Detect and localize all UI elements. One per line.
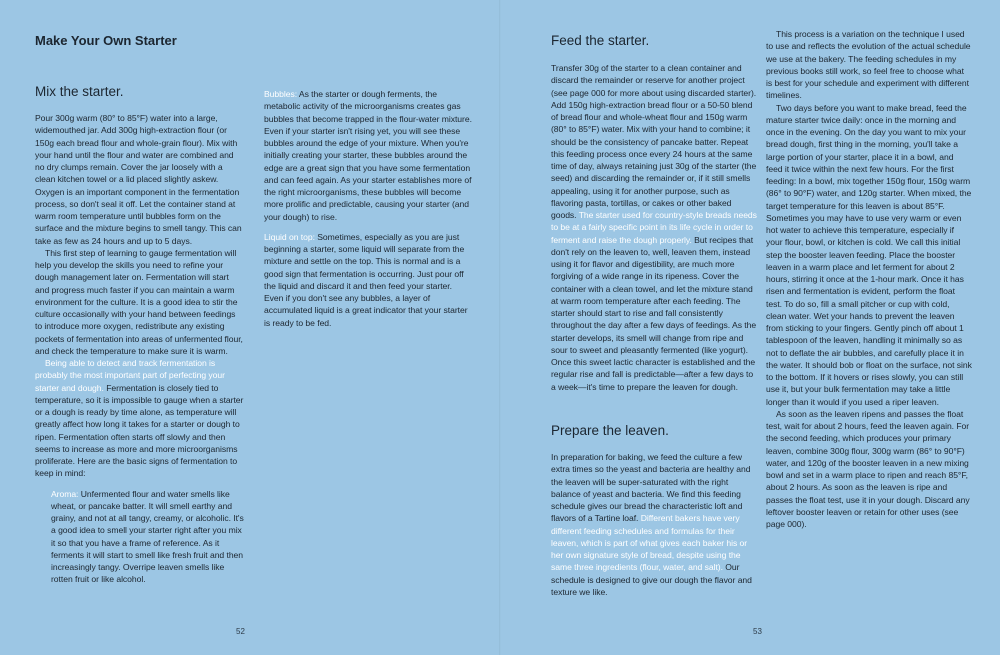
book-gutter	[499, 0, 501, 655]
right-column-1	[551, 62, 759, 393]
mix-paragraph-1: Pour 300g warm (80° to 85°F) water into a large, widemouthed jar. Add 300g high-extraction flour (or 150g each bread flour and whole-grain flour). Mix with your hand until the flour and water are combined and no dry clumps remain. Cover the jar loosely with a clean kitchen towel or a lid placed slightly askew. Oxygen is an important component in the fermentation process, so don't seal it off. Let the container stand at warm room temperature until bubbles form on the surface and the mixture begins to smell tangy. This can take as few as 24 hours and up to 5 days.	[35, 113, 242, 246]
highlight-feeding-schedules: Different bakers have very different feeding schedules and formulas for their leaven, which is part of what gives each baker his or her own signature style of bread, despite using the same three ingredients (flour, water, and salt).	[551, 513, 748, 573]
process-paragraph: This process is a variation on the technique I used to use and reflects the evolution of the actual schedule we use at the bakery. The feeding schedules in my previous books still work, so feel free to choose what is best for your schedule and experiment with different timelines.	[766, 29, 971, 101]
highlight-fermentation: Being able to detect and track fermentation is probably the most important part of perfecting your starter and dough.	[35, 358, 225, 393]
mix-paragraph-3: Being able to detect and track fermentation is probably the most important part of perfecting your starter and dough. Fermentation is closely tied to temperature, so it is impossible to gauge when a starter or a dough is ready by time alone, as temperature will greatly affect how long it takes for a starter or dough to ripen. Fermentation often starts off slowly and then seems to increase as more and more microorganisms proliferate. Here are the basic signs of fermentation to keep in mind:	[35, 358, 244, 479]
page-title: Make Your Own Starter	[35, 33, 177, 48]
bubbles-label: Bubbles:	[264, 89, 298, 99]
highlight-life-cycle: The starter used for country-style breads needs to be at a fairly specific point in its life cycle in order to ferment and raise the dough properly.	[551, 210, 757, 245]
booster-paragraph: Two days before you want to make bread, feed the mature starter twice daily: once in the morning and once in the evening. On the day you want to mix your bread dough, first thing in the morning, you'll take a large portion of your starter, place it in a bowl, and feed it twice within the next few hours. For the first feeding: In a bowl, mix together 150g flour, 150g warm (86° to 90°F) water, and 120g starter. When mixed, the target temperature for this leaven is about 85°F. Sometimes you may have to use very warm or even hot water to achieve this temperature, especially if your flour, bowl, or kitchen is cold. We call this initial step the booster leaven feeding. Place the booster leaven in a warm place and let ferment for about 2 hours, stirring it once at the 1-hour mark. Once it has risen and fermentation is evident, perform the float test. To do so, fill a small pitcher or cup with cold, clean water. Wet your hands to prevent the leaven from sticking to your fingers. Gently pinch off about 1 tablespoon of the leaven, handling it minimally so as not to deflate the air bubbles, and carefully place it in the water. It should bob or float on the surface, not sink to the bottom. If it hovers or rises slowly, you can still use it, but your bulk fermentation may take a little longer than it would if you used a riper leaven.	[766, 102, 972, 407]
liquid-label: Liquid on top:	[264, 231, 315, 242]
right-column-1-lower	[551, 451, 759, 598]
heading-feed-the-starter: Feed the starter.	[551, 33, 650, 48]
right-column-2	[766, 28, 972, 530]
aroma-item: Aroma: Unfermented flour and water smells like wheat, or pancake batter. It will smell earthy and grainy, and not at all tangy, creamy, or alcoholic. It's a good idea to smell your starter right after you mix it so that you have a frame of reference. As it ferments it will start to smell like fresh fruit and then increasingly tangy. Overripe leaven smells like rotten fruit or like alcohol.	[51, 488, 244, 585]
primary-leaven-paragraph: As soon as the leaven ripens and passes the float test, wait for about 2 hours, feed the leaven again. For the second feeding, which produces your primary leaven, combine 300g flour, 300g warm (86° to 90°F) water, and 120g of the booster leaven in a new mixing bowl and set in a warm place to ripen and reach 85°F, about 2 hours. As soon as the leaven is ripe and passes the float test, use it in your dough. Discard any leftover booster leaven or retain for other uses (see page 000).	[766, 408, 970, 529]
left-column-1	[35, 112, 244, 586]
bubbles-item: Bubbles: As the starter or dough ferments, the metabolic activity of the microorganisms creates gas bubbles that become trapped in the flour-water mixture. Even if your starter isn't rising yet, you will see these bubbles around the edge of your mixture. When you're initially creating your starter, these bubbles around the edge are a great sign that you have some fermentation and can feed again. As your starter establishes more of the right microorganisms, these bubbles will become more prolific and predictable, causing your starter (and your dough) to rise.	[264, 89, 472, 222]
page-number-left: 52	[236, 627, 245, 636]
liquid-item: Liquid on top: Sometimes, especially as you are just beginning a starter, some liquid will separate from the mixture and settle on the top. This is normal and is a good sign that fermentation is occurring. Just pour off the liquid and discard it and then feed your starter. Even if you don't see any bubbles, a layer of accumulated liquid is a great indicator that your starter is ready to be fed.	[264, 231, 468, 328]
left-column-2	[264, 88, 472, 329]
mix-paragraph-2: This first step of learning to gauge fermentation will help you develop the skills you need to refine your dough management later on. Fermentation will start and progress much faster if you can maintain a warm environment for the culture. It is a good idea to stir the culture occasionally with your hand between feedings to introduce more oxygen, redistribute any existing pockets of fermentation into areas of unfermented flour, and check the temperature to make sure it is warm.	[35, 247, 243, 356]
page-number-right: 53	[753, 627, 762, 636]
heading-mix-the-starter: Mix the starter.	[35, 84, 124, 99]
aroma-label: Aroma:	[51, 488, 79, 499]
feed-paragraph: Transfer 30g of the starter to a clean container and discard the remainder or reserve for another project (see page 000 for more about using discarded starter). Add 150g high-extraction bread flour or a 50-50 blend of bread flour and whole-wheat flour and 150g warm (80° to 85°F) water. Mix with your hand to combine; it should be the consistency of pancake batter. Repeat this feeding process once every 24 hours at the same time of day, always retaining just 30g of the starter (the seed) and discarding the remainder or, if it still smells appealing, using it for another purpose, such as flavoring pasta, tortillas, or cakes or other baked goods. The starter used for country-style breads needs to be at a fairly specific point in its life cycle in order to ferment and raise the dough properly. But recipes that don't rely on the leaven to, well, leaven them, instead using it for flavor and digestibility, are much more forgiving of a wide range in its ripeness. Cover the container with a clean towel, and let the mixture stand at warm room temperature after each feeding. The starter should start to rise and fall consistently throughout the day after a few days of feedings. As the starter develops, its smell will change from ripe and sour to sweet and pleasantly fermented (like yogurt). Once this sweet lactic character is established and the regular rise and fall is predictable—after a few days to a week—it's time to prepare the leaven for dough.	[551, 63, 757, 392]
prepare-paragraph: In preparation for baking, we feed the culture a few extra times so the yeast and bacteria are healthy and the leaven will be super-saturated with the right balance of yeast and bacteria. We find this feeding schedule gives our bread the characteristic loft and flavors of a Tartine loaf. Different bakers have very different feeding schedules and formulas for their leaven, which is part of what gives each baker his or her own signature style of bread, despite using the same three ingredients (flour, water, and salt). Our schedule is designed to give our dough the flavor and texture we like.	[551, 452, 752, 597]
heading-prepare-the-leaven: Prepare the leaven.	[551, 423, 669, 438]
